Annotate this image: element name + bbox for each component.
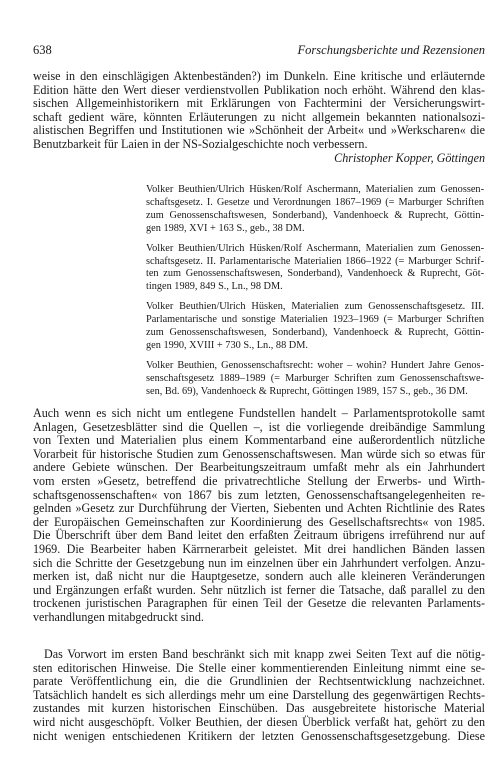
text-line: vom ersten »Gesetz, betreffend die privatrechtliche Stellung der Erwerbs- und Wirth-	[33, 473, 485, 488]
bib-line: schaftsgesetz. II. Parlamentarische Materialien 1866–1922 (= Marburger Schrif-	[146, 255, 484, 267]
bib-line: zum Genossenschaftswesen, Sonderband), Vandenhoeck & Ruprecht, Göttin-	[146, 209, 484, 221]
text-line: sischen Allgemeinhistorikern mit Erklärungen von Fachtermini der Versicherungswirt-	[33, 96, 485, 111]
text-line: Auch wenn es sich nicht um entlegene Fundstellen handelt – Parlamentsprotokolle samt	[33, 406, 485, 420]
review-paragraph	[33, 648, 485, 743]
text-line: verhandlungen mitabgedruckt sind.	[33, 609, 204, 624]
text-line: Benutzbarkeit für Laien in der NS-Sozialgeschichte noch verbessern.	[33, 136, 368, 151]
text-line: merken ist, daß nicht nur die Hauptgesetze, sondern auch alle kleineren Veränderungen	[33, 569, 485, 584]
closing-paragraph-previous-review	[33, 70, 485, 165]
bibliography-entry	[146, 184, 484, 236]
text-line: Die Überschrift über dem Band leitet den erfaßten Zeitraum übrigens irreführend nur auf	[33, 528, 485, 543]
running-title: Forschungsberichte und Rezensionen	[297, 43, 485, 57]
page-header	[33, 41, 485, 59]
bib-line: Volker Beuthien/Ulrich Hüsken/Rolf Aschermann, Materialien zum Genossen-	[146, 184, 484, 195]
bibliography-entry	[146, 301, 484, 353]
text-line: alistischen Begriffen und Institutionen wie »Schönheit der Arbeit« und »Werkscharen« die	[33, 123, 485, 138]
bib-line: Volker Beuthien/Ulrich Hüsken, Materialien zum Genossenschaftsgesetz. III.	[146, 301, 484, 313]
review-signature: Christopher Kopper, Göttingen	[334, 150, 485, 165]
bib-line: sen, Bd. 69), Vandenhoeck & Ruprecht, Göttingen 1989, 157 S., geb., 36 DM.	[146, 385, 468, 397]
text-line: Tatsächlich handelt es sich allerdings mehr um eine Darstellung des gegenwärtigen Rechts-	[33, 687, 485, 702]
text-line: schaft gedient wäre, könnten Erläuterungen zu nicht allgemein bekannten nationalsozi-	[33, 109, 485, 124]
text-line: wird nicht ausgeschöpft. Volker Beuthien, der diesen Überblick verfaßt hat, gehört zu den	[33, 714, 485, 729]
text-line: trockenen juristischen Paragraphen für einen Teil der Gesetze die relevanten Parlaments-	[33, 596, 485, 611]
bib-line: tingen 1989, 849 S., Ln., 98 DM.	[146, 281, 283, 293]
bib-line: zum Genossenschaftswesen, Sonderband), Vandenhoeck & Ruprecht, Göttin-	[146, 327, 484, 339]
text-line: von Texten und Materialien plus einem Kommentarband eine außerordentlich nützliche	[33, 433, 485, 448]
bib-line: gen 1989, XVI + 163 S., geb., 38 DM.	[146, 222, 305, 234]
text-line: Das Vorwort im ersten Band beschränkt sich mit knapp zwei Seiten Text auf die nötig-	[44, 647, 485, 661]
text-line: 1969. Die Bearbeiter haben Kärrnerarbeit geleistet. Mit drei handlichen Bänden lassen	[33, 541, 485, 556]
text-line: schaftsgenossenschaften« von 1867 bis zum letzten, Genossenschaftsangelegenheiten re-	[33, 487, 485, 502]
bibliography-entry	[146, 360, 484, 399]
bibliography-block	[146, 184, 484, 406]
review-paragraph	[33, 407, 485, 625]
text-line: Anlagen, Gesetzesblätter sind die Quellen –, ist die vorliegende dreibändige Sammlung	[33, 419, 485, 434]
text-line: zustandes mit kurzen historischen Einschüben. Das ausgebreitete historische Material	[33, 701, 485, 716]
bibliography-entry	[146, 243, 484, 295]
text-line: parate Veröffentlichung ein, die die Grundlinien der Rechtsentwicklung nachzeichnet.	[33, 674, 485, 689]
text-line: gelnden »Gesetz zur Durchführung der Vierten, Siebenten und Achten Richtlinie des Rates	[33, 501, 485, 516]
text-line: nicht wenigen entschiedenen Kritikern der letzten Genossenschaftsgesetzgebung. Diese	[33, 728, 485, 743]
bib-line: schaftsgesetz. I. Gesetze und Verordnungen 1867–1969 (= Marburger Schriften	[146, 196, 484, 208]
text-line: und Ergänzungen erfaßt wurden. Sehr nützlich ist ferner die Tatsache, daß parallel zu den	[33, 582, 485, 597]
text-line: sten editorischen Hinweise. Die Stelle einer kommentierenden Einleitung nimmt eine se-	[33, 660, 485, 675]
bib-line: senschaftsgesetz 1889–1989 (= Marburger Schriften zum Genossenschaftswe-	[146, 372, 484, 384]
bib-line: gen 1990, XVIII + 730 S., Ln., 88 DM.	[146, 339, 308, 351]
text-line: der Europäischen Gemeinschaften zur Koordinierung des Gesellschaftsrechts« von 1985.	[33, 514, 485, 529]
page-number: 638	[33, 43, 52, 57]
bib-line: Parlamentarische und sonstige Materialien 1923–1969 (= Marburger Schriften	[146, 314, 484, 326]
text-line: weise in den einschlägigen Aktenbeständen?) im Dunkeln. Eine kritische und erläuternde	[33, 69, 485, 83]
text-line: sich die Schritte der Gesetzgebung nun im einzelnen über ein Jahrhundert verfolgen. Anzu-	[33, 555, 485, 570]
text-line: Vorarbeit für historische Studien zum Genossenschaftswesen. Man würde sich so etwas für	[33, 446, 485, 461]
bib-line: Volker Beuthien, Genossenschaftsrecht: woher – wohin? Hundert Jahre Genos-	[146, 359, 484, 371]
bib-line: Volker Beuthien/Ulrich Hüsken/Rolf Aschermann, Materialien zum Genossen-	[146, 242, 484, 254]
text-line: Edition hätte den Wert dieser verdienstvollen Publikation noch erhöht. Während den klas-	[33, 82, 485, 97]
bib-line: ten zum Genossenschaftswesen, Sonderband), Vandenhoeck & Ruprecht, Göt-	[146, 268, 484, 280]
text-line: andere Gebiete wünschen. Der Bearbeitungszeitraum umfaßt mehr als ein Jahrhundert	[33, 460, 485, 475]
